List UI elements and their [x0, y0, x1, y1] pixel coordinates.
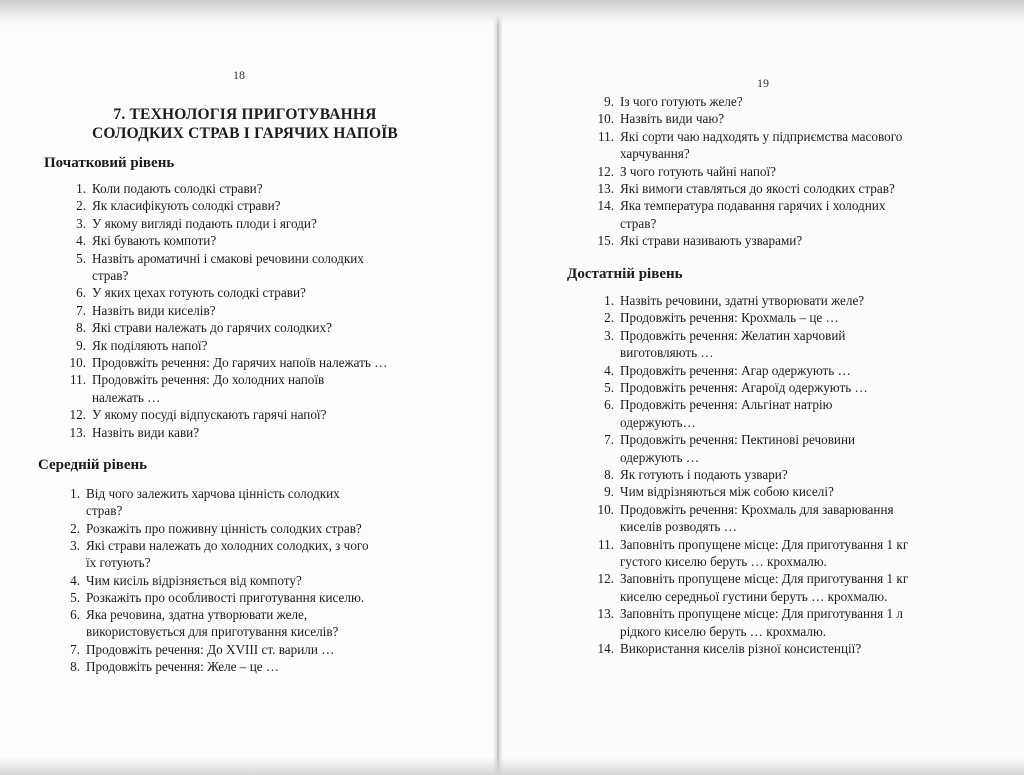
item-text: Продовжіть речення: Желатин харчовий — [620, 327, 846, 343]
item-text: Продовжіть речення: Желе – це … — [86, 659, 280, 674]
list-item — [588, 397, 833, 413]
item-text: Чим відрізняються між собою киселі? — [620, 484, 834, 500]
list-item — [64, 233, 216, 249]
item-text: Заповніть пропущене місце: Для приготування 1 л — [620, 606, 903, 622]
item-number: 7. — [70, 641, 80, 657]
chapter-title — [60, 105, 430, 143]
item-number: 3. — [604, 327, 614, 343]
item-text-continued: страв? — [620, 215, 657, 231]
item-number: 7. — [76, 302, 86, 318]
item-number: 1. — [70, 486, 80, 501]
item-number: 13. — [597, 606, 614, 622]
item-text-continued: використовується для приготування киселів? — [86, 624, 339, 640]
item-text: Від чого залежить харчова цінність солодких — [86, 486, 340, 501]
item-text: Із чого готують желе? — [620, 94, 743, 109]
item-number: 12. — [69, 407, 86, 423]
item-number: 14. — [597, 198, 614, 214]
item-text: Продовжіть речення: Альгінат натрію — [620, 397, 833, 413]
item-text: Продовжіть речення: До гарячих напоїв належать … — [92, 355, 388, 370]
item-number: 6. — [76, 285, 86, 301]
list-item — [588, 432, 855, 448]
list-item — [58, 486, 340, 502]
item-number: 13. — [597, 181, 614, 196]
level-heading-sufficient: Достатній рівень — [567, 266, 683, 282]
item-text: Розкажіть про поживну цінність солодких страв? — [86, 520, 362, 536]
item-text: Назвіть речовини, здатні утворювати желе? — [620, 293, 865, 308]
list-item — [588, 164, 776, 180]
list-item — [64, 338, 207, 354]
list-item — [64, 372, 324, 388]
list-item — [588, 606, 903, 622]
item-number: 4. — [70, 572, 80, 588]
item-text: Яка температура подавання гарячих і холодних — [620, 198, 886, 214]
list-item — [588, 198, 885, 214]
list-item — [58, 590, 364, 606]
item-number: 11. — [598, 536, 614, 552]
item-text: У якому посуді відпускають гарячі напої? — [92, 407, 327, 423]
item-number: 12. — [597, 163, 614, 179]
list-item — [64, 198, 281, 214]
list-item — [58, 538, 369, 554]
item-number: 12. — [597, 571, 614, 587]
item-number: 5. — [76, 250, 86, 266]
list-item — [64, 355, 387, 371]
item-number: 9. — [604, 484, 614, 500]
list-item — [64, 251, 364, 267]
item-text: Чим кисіль відрізняється від компоту? — [86, 572, 302, 588]
item-number: 10. — [597, 501, 614, 517]
item-text: Продовжіть речення: До XVIII ст. варили … — [86, 641, 335, 657]
item-text: Назвіть ароматичні і смакові речовини солодких — [92, 250, 364, 266]
list-item — [588, 571, 908, 587]
item-text: Продовжіть речення: Агар одержують … — [620, 362, 851, 378]
item-number: 6. — [70, 607, 80, 623]
item-text: Які страви належать до гарячих солодких? — [92, 320, 332, 336]
item-text: Назвіть види чаю? — [620, 111, 725, 127]
list-item — [58, 642, 334, 658]
item-number: 8. — [70, 659, 80, 674]
item-text-continued: страв? — [92, 268, 129, 283]
item-text: Які бувають компоти? — [92, 233, 217, 249]
item-number: 10. — [597, 111, 614, 127]
list-item — [64, 216, 317, 232]
item-text: Як готують і подають узвари? — [620, 467, 788, 482]
item-text-continued: їх готують? — [86, 555, 151, 571]
item-text: Яка речовина, здатна утворювати желе, — [86, 607, 308, 623]
item-text: У якому вигляді подають плоди і ягоди? — [92, 215, 317, 231]
item-text: У яких цехах готують солодкі страви? — [92, 285, 306, 301]
top-edge-shadow — [0, 0, 1024, 26]
item-text: Назвіть види киселів? — [92, 302, 216, 318]
list-item — [588, 111, 724, 127]
item-text: Назвіть види кави? — [92, 424, 200, 440]
page-number-right: 19 — [757, 76, 769, 90]
item-number: 10. — [69, 355, 86, 370]
list-item — [588, 537, 908, 553]
item-text-continued: належать … — [92, 389, 161, 405]
item-number: 3. — [76, 215, 86, 231]
item-text: Які страви належать до холодних солодких, з чого — [86, 537, 369, 553]
item-text-continued: страв? — [86, 503, 123, 519]
item-number: 5. — [604, 380, 614, 395]
item-text-continued: киселів розводять … — [620, 519, 737, 535]
list-item — [588, 484, 834, 500]
item-text: З чого готують чайні напої? — [620, 163, 777, 179]
item-text-continued: одержують… — [620, 414, 696, 430]
level-heading-middle: Середній рівень — [38, 457, 148, 473]
item-text: Заповніть пропущене місце: Для приготування 1 кг — [620, 536, 909, 552]
item-number: 7. — [604, 432, 614, 448]
list-item — [588, 129, 902, 145]
list-item — [588, 233, 802, 249]
chapter-title-line1: 7. ТЕХНОЛОГІЯ ПРИГОТУВАННЯ — [113, 106, 377, 123]
item-text: Продовжіть речення: До холодних напоїв — [92, 372, 325, 388]
bottom-edge-shadow — [0, 757, 1024, 775]
item-number: 8. — [604, 467, 614, 482]
item-number: 2. — [76, 198, 86, 214]
list-item — [588, 502, 894, 518]
item-number: 6. — [604, 397, 614, 413]
list-item — [588, 94, 743, 110]
list-item — [58, 659, 279, 675]
list-item — [58, 607, 307, 623]
item-number: 2. — [604, 310, 614, 326]
chapter-title-line2: СОЛОДКИХ СТРАВ І ГАРЯЧИХ НАПОЇВ — [92, 125, 398, 142]
item-text: Як поділяють напої? — [92, 337, 208, 353]
list-item — [588, 310, 839, 326]
item-text-continued: киселю середньої густини беруть … крохмалю. — [620, 588, 888, 604]
item-number: 1. — [76, 181, 86, 196]
list-item — [64, 320, 332, 336]
list-item — [64, 425, 199, 441]
item-text-continued: одержують … — [620, 449, 700, 465]
item-text: Як класифікують солодкі страви? — [92, 198, 281, 214]
page-number-left: 18 — [233, 68, 245, 82]
item-number: 1. — [604, 293, 614, 308]
item-number: 3. — [70, 537, 80, 553]
item-number: 13. — [69, 424, 86, 440]
level-heading-initial: Початковий рівень — [44, 155, 175, 171]
list-item — [588, 363, 851, 379]
item-number: 2. — [70, 520, 80, 536]
list-item — [58, 573, 302, 589]
list-item — [588, 467, 788, 483]
list-item — [588, 293, 864, 309]
list-item — [588, 328, 845, 344]
item-text: Розкажіть про особливості приготування киселю. — [86, 589, 365, 605]
item-text-continued: рідкого киселю беруть … крохмалю. — [620, 623, 827, 639]
list-item — [64, 285, 306, 301]
item-text: Продовжіть речення: Крохмаль – це … — [620, 310, 839, 326]
item-text: Продовжіть речення: Агароїд одержують … — [620, 380, 868, 395]
item-number: 11. — [598, 128, 614, 144]
item-number: 9. — [604, 94, 614, 109]
item-text: Які сорти чаю надходять у підприємства масового — [620, 128, 903, 144]
item-number: 9. — [76, 337, 86, 353]
item-number: 15. — [597, 233, 614, 249]
item-text: Заповніть пропущене місце: Для приготування 1 кг — [620, 571, 909, 587]
item-text: Використання киселів різної консистенції? — [620, 641, 862, 656]
list-item — [64, 407, 326, 423]
item-number: 4. — [76, 233, 86, 249]
item-number: 5. — [70, 589, 80, 605]
item-text: Продовжіть речення: Крохмаль для заварювання — [620, 501, 894, 517]
item-number: 8. — [76, 320, 86, 336]
list-item — [64, 181, 263, 197]
item-text: Продовжіть речення: Пектинові речовини — [620, 432, 856, 448]
book-spine — [493, 0, 503, 775]
list-item — [588, 181, 895, 197]
item-text-continued: густого киселю беруть … крохмалю. — [620, 554, 827, 569]
item-number: 4. — [604, 362, 614, 378]
item-text-continued: виготовляють … — [620, 345, 714, 361]
list-item — [588, 641, 861, 657]
item-number: 14. — [597, 641, 614, 656]
item-text-continued: харчування? — [620, 146, 690, 162]
list-item — [64, 303, 216, 319]
item-text: Які страви називають узварами? — [620, 233, 803, 249]
list-item — [588, 380, 868, 396]
item-number: 11. — [70, 372, 86, 388]
item-text: Які вимоги ставляться до якості солодких страв? — [620, 181, 895, 196]
list-item — [58, 521, 362, 537]
item-text: Коли подають солодкі страви? — [92, 181, 263, 196]
